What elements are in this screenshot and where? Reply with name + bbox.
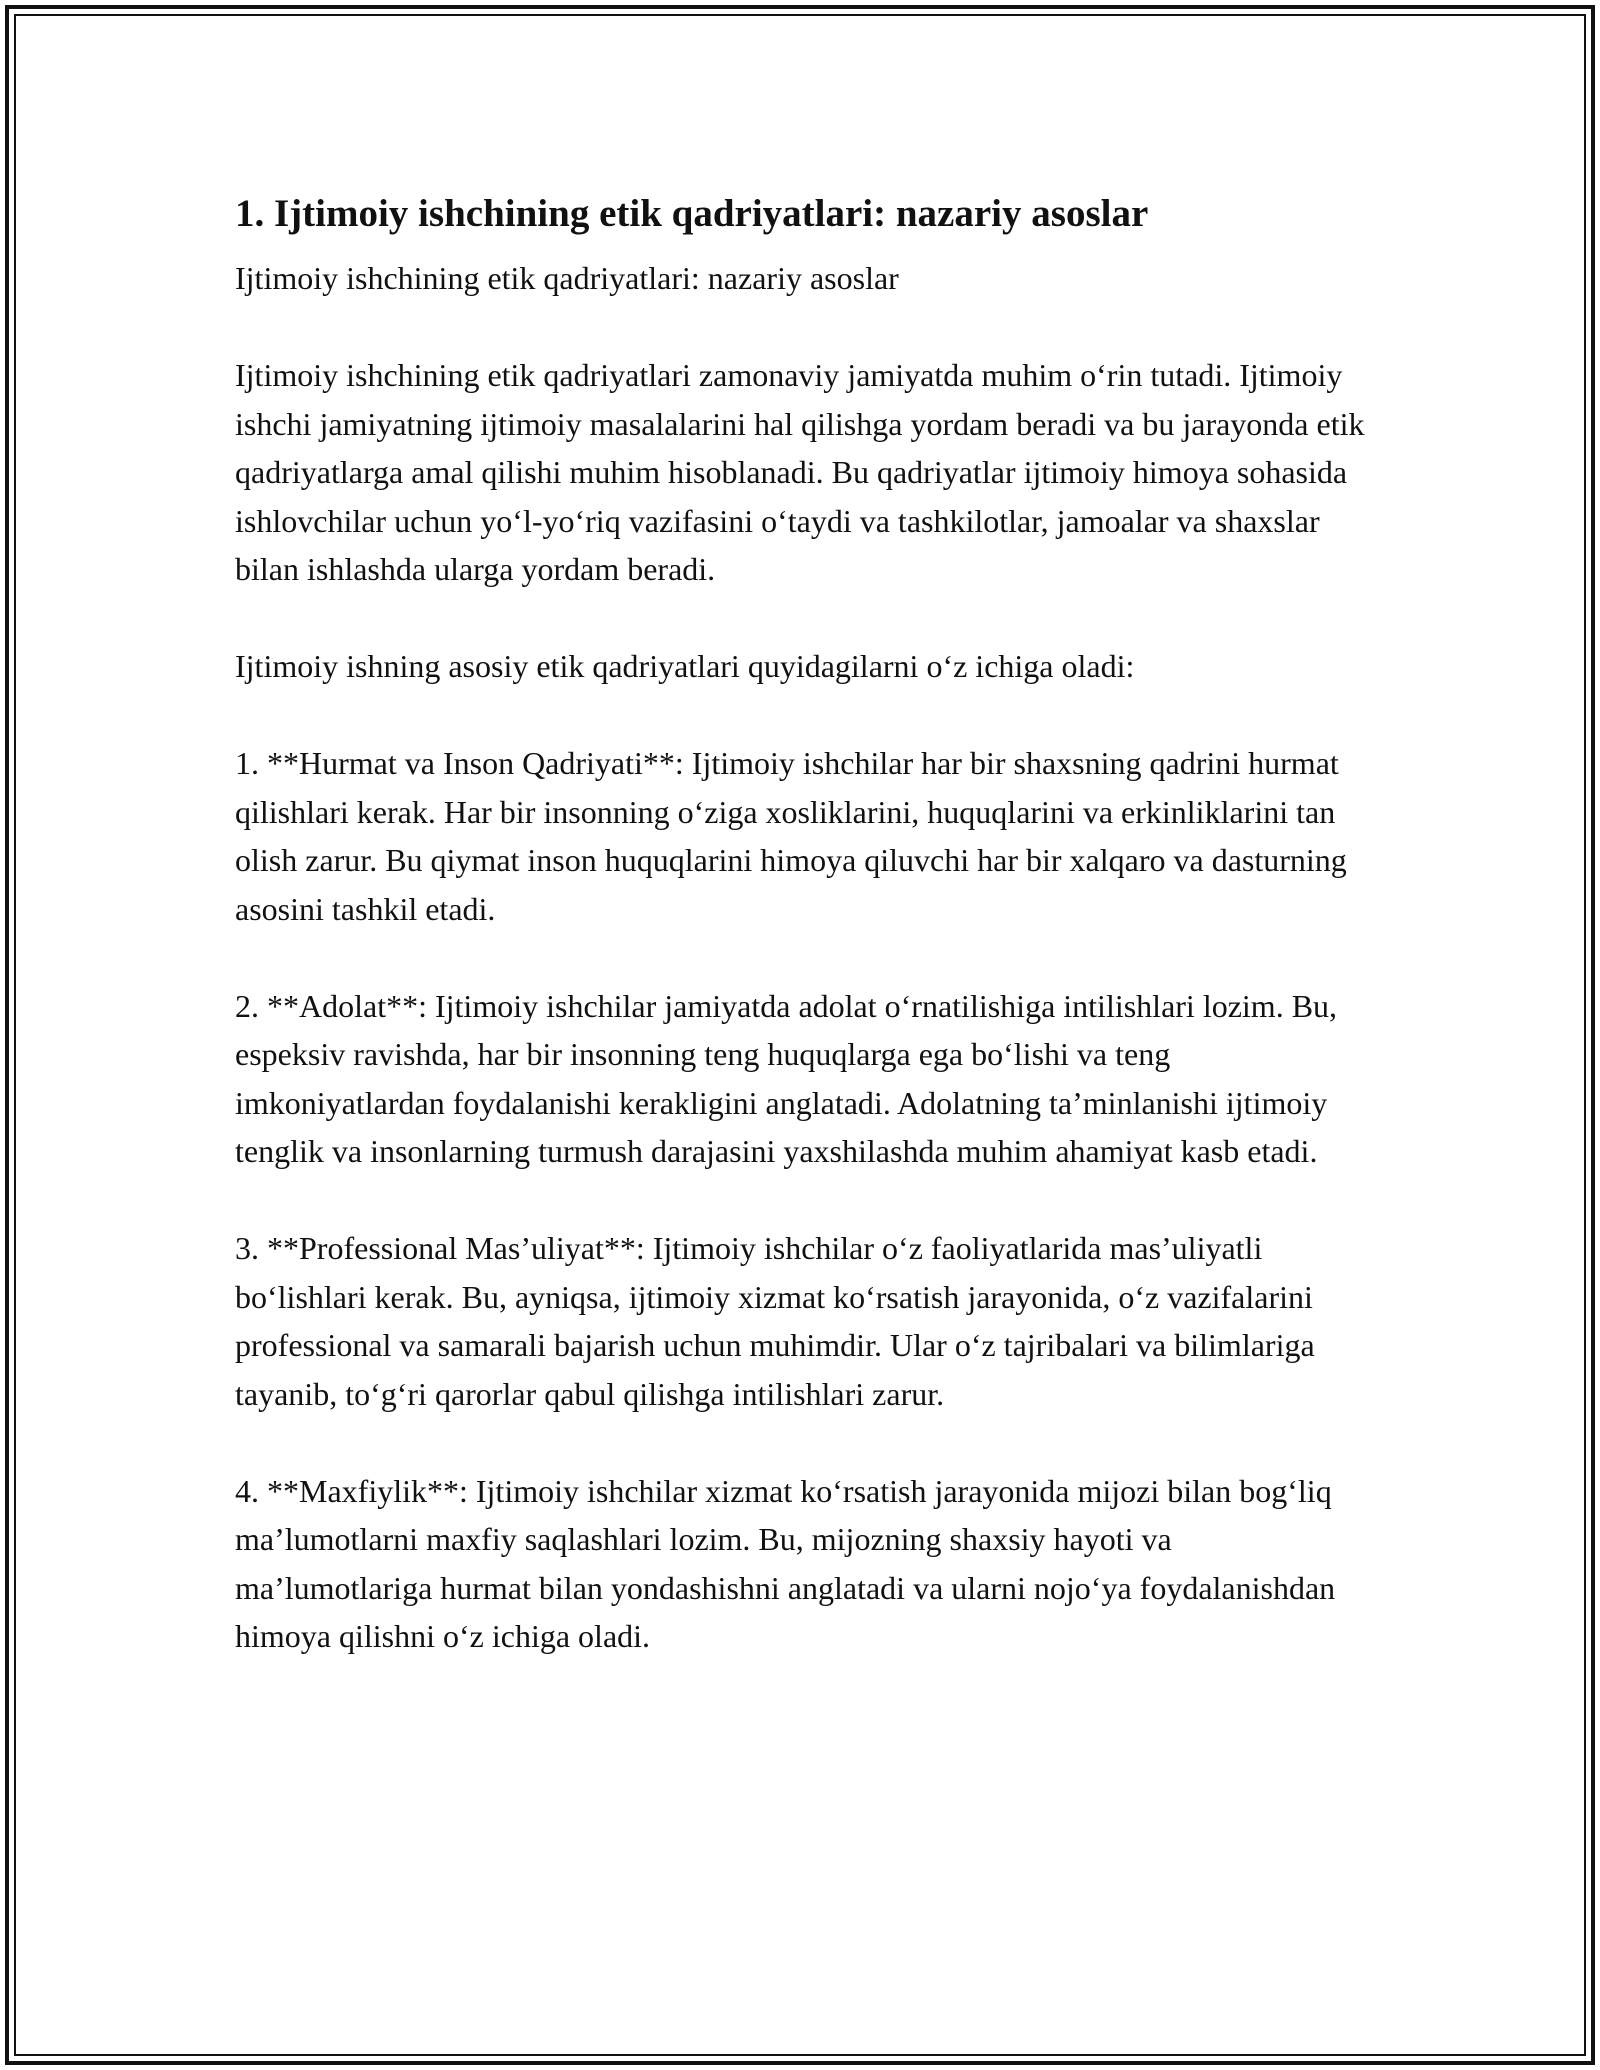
section-subtitle: Ijtimoiy ishchining etik qadriyatlari: nazariy asoslar [235,260,899,296]
section-heading: 1. Ijtimoiy ishchining etik qadriyatlari: nazariy asoslar [235,192,1149,235]
intro-paragraph: Ijtimoiy ishchining etik qadriyatlari zamonaviy jamiyatda muhim o‘rin tutadi. Ijtimoiy ishchi jamiyatning ijtimoiy masalalarini hal qilishga yordam beradi va bu jarayonda etik qadriyatlarga amal qilishi muhim hisoblanadi. Bu qadriyatlar ijtimoiy himoya sohasida ishlovchilar uchun yo‘l-yo‘riq vazifasini o‘taydi va tashkilotlar, jamoalar va shaxslar bilan ishlashda ularga yordam beradi. [235,357,1365,587]
document-body [235,186,1375,1661]
values-lead-paragraph: Ijtimoiy ishning asosiy etik qadriyatlari quyidagilarni o‘z ichiga oladi: [235,648,1135,684]
list-item-justice: 2. **Adolat**: Ijtimoiy ishchilar jamiyatda adolat o‘rnatilishiga intilishlari lozim. Bu, espeksiv ravishda, har bir insonning teng huquqlarga ega bo‘lishi va teng imkoniyatlardan foydalanishi kerakligini anglatadi. Adolatning ta’minlanishi ijtimoiy tenglik va insonlarning turmush darajasini yaxshilashda muhim ahamiyat kasb etadi. [235,987,1338,1169]
list-item-confidentiality: 4. **Maxfiylik**: Ijtimoiy ishchilar xizmat ko‘rsatish jarayonida mijozi bilan bog‘liq ma’lumotlarni maxfiy saqlashlari lozim. Bu, mijozning shaxsiy hayoti va ma’lumotlariga hurmat bilan yondashishni anglatadi va ularni nojo‘ya foydalanishdan himoya qilishni o‘z ichiga oladi. [235,1472,1336,1654]
list-item-respect: 1. **Hurmat va Inson Qadriyati**: Ijtimoiy ishchilar har bir shaxsning qadrini hurmat qilishlari kerak. Har bir insonning o‘ziga xosliklarini, huquqlarini va erkinliklarini tan olish zarur. Bu qiymat inson huquqlarini himoya qiluvchi har bir xalqaro va dasturning asosini tashkil etadi. [235,745,1347,927]
list-item-responsibility: 3. **Professional Mas’uliyat**: Ijtimoiy ishchilar o‘z faoliyatlarida mas’uliyatli bo‘lishlari kerak. Bu, ayniqsa, ijtimoiy xizmat ko‘rsatish jarayonida, o‘z vazifalarini professional va samarali bajarish uchun muhimdir. Ular o‘z tajribalari va bilimlariga tayanib, to‘g‘ri qarorlar qabul qilishga intilishlari zarur. [235,1230,1315,1412]
